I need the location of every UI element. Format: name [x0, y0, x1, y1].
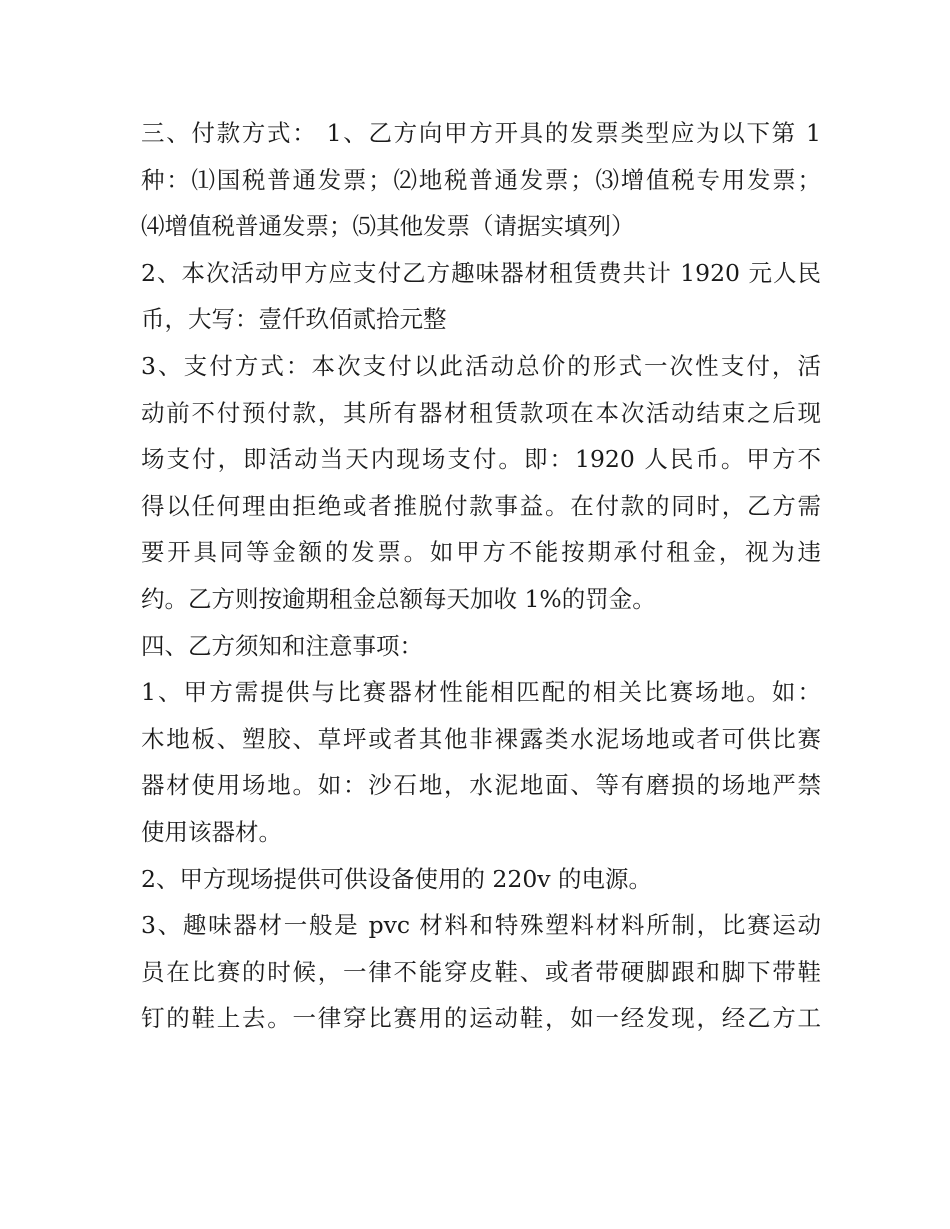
text-line: ⑷增值税普通发票；⑸其他发票（请据实填列）: [141, 212, 635, 241]
text-line: 器材使用场地。如：沙石地，水泥地面、等有磨损的场地严禁: [141, 771, 821, 800]
text-line: 1、甲方需提供与比赛器材性能相匹配的相关比赛场地。如：: [141, 678, 821, 707]
text-line: 动前不付预付款，其所有器材租赁款项在本次活动结束之后现: [141, 398, 821, 427]
text-line: 要开具同等金额的发票。如甲方不能按期承付租金，视为违: [141, 538, 821, 567]
document-body: [141, 110, 821, 1042]
text-line: 钉的鞋上去。一律穿比赛用的运动鞋，如一经发现，经乙方工: [141, 1004, 821, 1033]
text-line: 2、甲方现场提供可供设备使用的 220v 的电源。: [141, 864, 653, 893]
text-line: 木地板、塑胶、草坪或者其他非裸露类水泥场地或者可供比赛: [141, 724, 821, 753]
text-line: 场支付，即活动当天内现场支付。即：1920 人民币。甲方不: [141, 445, 821, 474]
text-line: 约。乙方则按逾期租金总额每天加收 1%的罚金。: [141, 584, 656, 613]
text-line: 得以任何理由拒绝或者推脱付款事益。在付款的同时，乙方需: [141, 491, 821, 520]
text-line: 员在比赛的时候，一律不能穿皮鞋、或者带硬脚跟和脚下带鞋: [141, 957, 821, 986]
text-line: 四、乙方须知和注意事项：: [141, 631, 423, 660]
text-line: 3、趣味器材一般是 pvc 材料和特殊塑料材料所制，比赛运动: [141, 911, 821, 940]
text-line: 2、本次活动甲方应支付乙方趣味器材租赁费共计 1920 元人民: [141, 258, 821, 287]
text-line: 种：⑴国税普通发票；⑵地税普通发票；⑶增值税专用发票；: [141, 165, 821, 194]
text-line: 3、支付方式：本次支付以此活动总价的形式一次性支付，活: [141, 351, 821, 380]
text-line: 三、付款方式： 1、乙方向甲方开具的发票类型应为以下第 1: [141, 119, 821, 147]
text-line: 币，大写：壹仟玖佰贰拾元整: [141, 305, 447, 334]
text-line: 使用该器材。: [141, 817, 282, 846]
